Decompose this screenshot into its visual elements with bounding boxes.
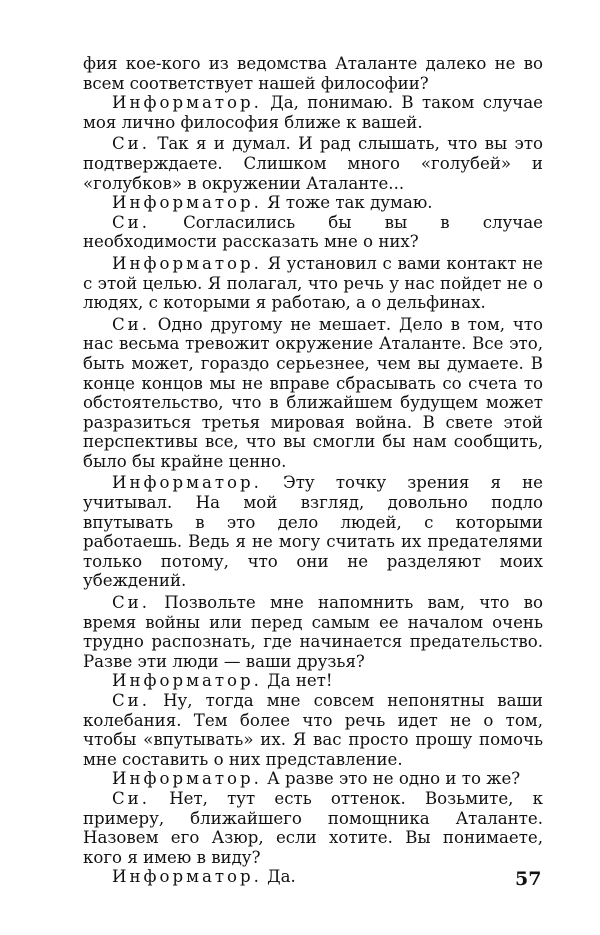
speaker-name: Информатор.	[112, 769, 262, 789]
paragraph-text: Одно другому не мешает. Дело в том, что нас весьма тревожит окружение Аталанте. Все это, быть может, гораздо серьезнее, чем вы думаете. В конце концов мы не вправе сбрасывать со счета то обстоятельство, что в ближайшем будущем может разразиться третья мировая война. В свете этой перспективы все, что вы смогли бы нам сообщить, было бы крайне ценно.	[83, 314, 543, 471]
speaker-name: Си.	[112, 314, 150, 334]
paragraph-text: Ну, тогда мне совсем непонятны ваши колебания. Тем более что речь идет не о том, чтобы «впутывать» их. Я вас просто прошу помочь мне составить о них представление.	[83, 691, 543, 769]
speaker-name: Си.	[112, 593, 150, 613]
dialogue-paragraph	[83, 473, 543, 591]
speaker-name: Информатор.	[112, 671, 262, 691]
paragraph-text: Да, понимаю. В таком случае моя лично философия ближе к вашей.	[83, 93, 543, 132]
dialogue-paragraph	[83, 671, 543, 691]
dialogue-paragraph	[83, 769, 543, 789]
paragraph-text: Позвольте мне напомнить вам, что во время войны или перед самым ее началом очень трудно распознать, где начинается предательство. Разве эти люди — ваши друзья?	[83, 593, 543, 671]
paragraph-text: Я установил с вами контакт не с этой целью. Я полагал, что речь у нас пойдет не о людях, с которыми я работаю, а о дельфинах.	[83, 253, 543, 313]
paragraph-text: Да нет!	[267, 671, 333, 691]
dialogue-paragraph	[83, 134, 543, 193]
dialogue-paragraph	[83, 789, 543, 867]
paragraph-continuation	[83, 54, 543, 93]
dialogue-paragraph	[83, 691, 543, 769]
paragraph-text: А разве это не одно и то же?	[267, 769, 521, 789]
speaker-name: Си.	[112, 691, 150, 710]
dialogue-paragraph	[83, 93, 543, 132]
speaker-name: Информатор.	[112, 867, 262, 887]
dialogue-paragraph	[83, 193, 543, 213]
page-number: 57	[515, 868, 542, 890]
paragraph-text: Да.	[267, 867, 296, 887]
book-page-text	[83, 54, 543, 887]
paragraph-text: фия кое-кого из ведомства Аталанте далеко не во всем соответствует нашей философии?	[83, 54, 543, 93]
paragraph-text: Так я и думал. И рад слышать, что вы это подтверждаете. Слишком много «голубей» и «голубков» в окружении Аталанте...	[83, 134, 544, 193]
speaker-name: Информатор.	[112, 253, 262, 273]
dialogue-paragraph	[83, 867, 543, 887]
paragraph-text: Нет, тут есть оттенок. Возьмите, к примеру, ближайшего помощника Аталанте. Назовем его Азюр, если хотите. Вы понимаете, кого я имею в виду?	[83, 788, 543, 867]
paragraph-text: Эту точку зрения я не учитывал. На мой взгляд, довольно подло впутывать в это дело людей, с которыми работаешь. Ведь я не могу считать их предателями только потому, что они не разделяют моих убеждений.	[83, 473, 543, 591]
speaker-name: Информатор.	[112, 193, 262, 213]
paragraph-text: Я тоже так думаю.	[267, 193, 433, 213]
dialogue-paragraph	[83, 254, 543, 313]
speaker-name: Си.	[112, 788, 150, 808]
dialogue-paragraph	[83, 315, 543, 472]
speaker-name: Информатор.	[112, 473, 262, 493]
dialogue-paragraph	[83, 593, 543, 671]
speaker-name: Си.	[112, 134, 150, 154]
speaker-name: Информатор.	[112, 93, 262, 113]
dialogue-paragraph	[83, 213, 543, 252]
paragraph-text: Согласились бы вы в случае необходимости рассказать мне о них?	[83, 212, 543, 252]
speaker-name: Си.	[112, 212, 150, 232]
